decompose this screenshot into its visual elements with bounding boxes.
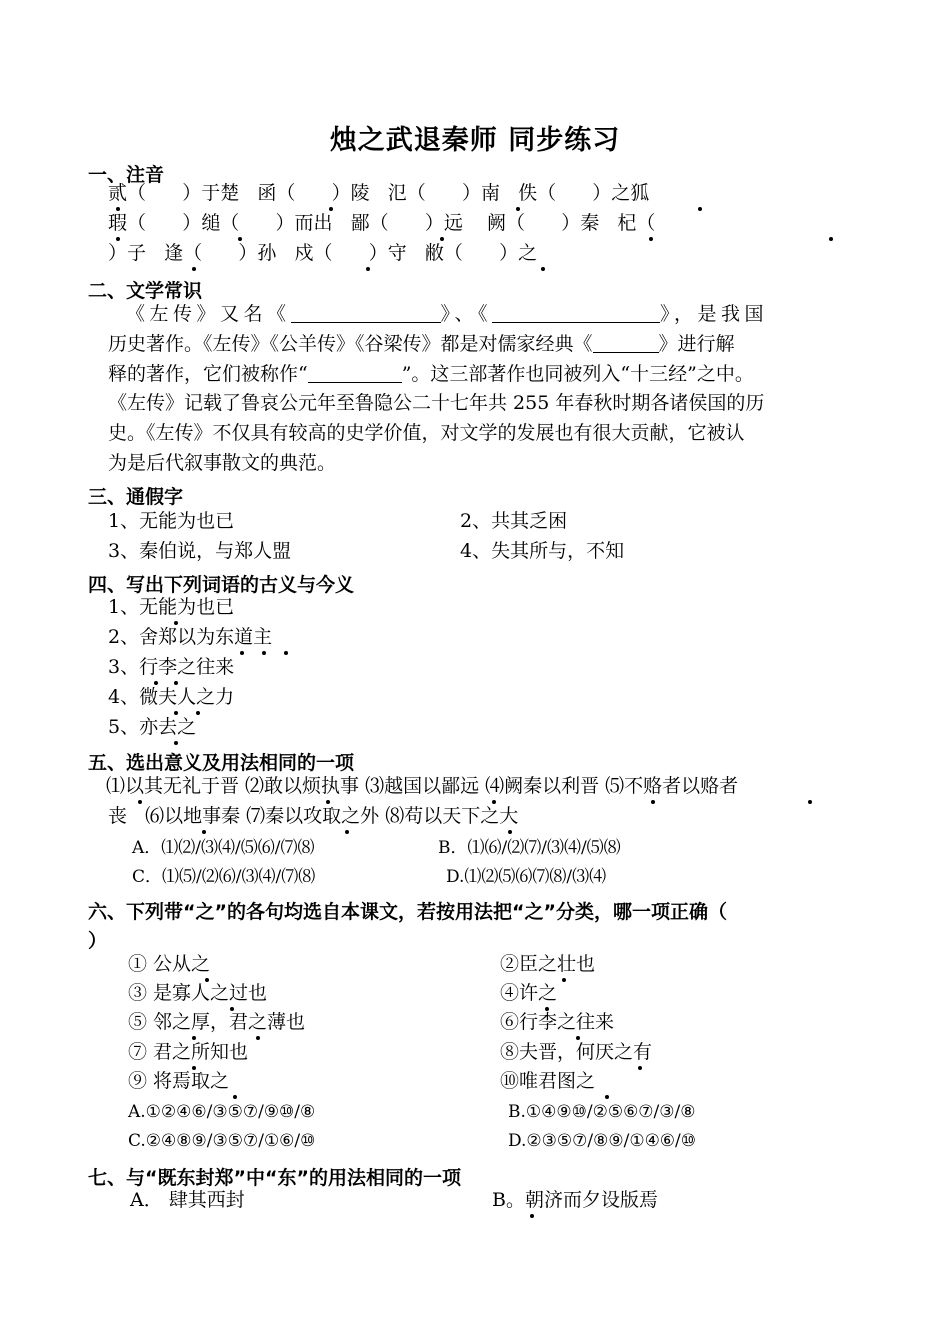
emphasis-dot <box>174 711 178 715</box>
emphasis-dot <box>576 1036 580 1040</box>
emphasis-dot <box>605 1095 609 1099</box>
list-item: 2、舍郑以为东道主 <box>108 626 273 648</box>
pinyin-line-3: ）子 逢（ ）孙 戍（ ）守 敝（ ）之 <box>108 242 538 264</box>
list-item: ⑦ 君之所知也 <box>128 1041 249 1063</box>
option-a[interactable]: A． 肆其西封 <box>130 1189 245 1211</box>
emphasis-dot <box>545 1007 549 1011</box>
list-item: ⑤ 邻之厚，君之薄也 <box>128 1011 306 1033</box>
emphasis-dot <box>192 267 196 271</box>
pinyin-line-2: 瑕（ ）缒（ ）而出 鄙（ ）远 阙（ ）秦 杞（ <box>108 212 656 234</box>
emphasis-dot <box>508 830 512 834</box>
emphasis-dot <box>326 800 330 804</box>
list-item: ⑥行李之往来 <box>500 1011 615 1033</box>
emphasis-dot <box>829 237 833 241</box>
list-item: ⑨ 将焉取之 <box>128 1070 230 1092</box>
emphasis-dot <box>541 267 545 271</box>
option-c[interactable]: C.②④⑧⑨/③⑤⑦/①⑥/⑩ <box>128 1131 316 1151</box>
emphasis-dot <box>116 207 120 211</box>
emphasis-dot <box>174 621 178 625</box>
blank-3[interactable] <box>593 334 659 353</box>
pinyin-line-1: 贰（ ）于楚 函（ ）陵 氾（ ）南 佚（ ）之狐 <box>108 182 650 204</box>
option-b[interactable]: B。朝济而夕设版焉 <box>492 1189 658 1211</box>
list-item: 1、无能为也已 <box>108 596 235 618</box>
option-a[interactable]: A.①②④⑥/③⑤⑦/⑨⑩/⑧ <box>128 1102 316 1122</box>
list-item: 3、秦伯说，与郑人盟 <box>108 540 292 562</box>
emphasis-dot <box>196 711 200 715</box>
literature-line-1: 《左传》又名《 》、《 》，是我国 <box>126 303 769 325</box>
option-b[interactable]: B．⑴⑹/⑵⑺/⑶⑷/⑸⑻ <box>438 838 621 858</box>
section-4-heading: 四、写出下列词语的古义与今义 <box>88 574 355 596</box>
emphasis-dot <box>116 237 120 241</box>
list-item: 5、亦去之 <box>108 716 197 738</box>
list-item: 4、微夫人之力 <box>108 686 235 708</box>
emphasis-dot <box>174 681 178 685</box>
list-item: ③ 是寡人之过也 <box>128 982 268 1004</box>
emphasis-dot <box>205 978 209 982</box>
section-2-heading: 二、文学常识 <box>88 280 203 302</box>
emphasis-dot <box>808 800 812 804</box>
list-item: ④许之 <box>500 982 558 1004</box>
list-item: 2、共其乏困 <box>460 510 568 532</box>
emphasis-dot <box>202 830 206 834</box>
literature-line-6: 为是后代叙事散文的典范。 <box>108 452 337 474</box>
emphasis-dot <box>530 1214 534 1218</box>
emphasis-dot <box>233 1095 237 1099</box>
blank-2[interactable] <box>492 304 660 323</box>
blank-1[interactable] <box>291 304 441 323</box>
literature-line-2: 历史著作。《左传》《公羊传》《谷梁传》都是对儒家经典《 》进行解 <box>108 333 735 355</box>
literature-line-5: 史。《左传》不仅具有较高的史学价值，对文学的发展也有很大贡献，它被认 <box>108 422 745 444</box>
section-6-heading: 六、下列带“之”的各句均选自本课文，若按用法把“之”分类，哪一项正确（ <box>88 901 727 923</box>
list-item: ① 公从之 <box>128 953 211 975</box>
option-d[interactable]: D.②③⑤⑦/⑧⑨/①④⑥/⑩ <box>508 1131 697 1151</box>
emphasis-dot <box>154 681 158 685</box>
emphasis-dot <box>262 651 266 655</box>
sentence-line-1: ⑴以其无礼于晋 ⑵敢以烦执事 ⑶越国以鄙远 ⑷阙秦以利晋 ⑸不赂者以赂者 <box>106 775 739 797</box>
emphasis-dot <box>138 800 142 804</box>
list-item: 4、失其所与，不知 <box>460 540 625 562</box>
emphasis-dot <box>562 978 566 982</box>
emphasis-dot <box>256 1036 260 1040</box>
section-3-heading: 三、通假字 <box>88 486 184 508</box>
emphasis-dot <box>329 207 333 211</box>
list-item: ⑧夫晋，何厌之有 <box>500 1041 653 1063</box>
section-6-heading-cont: ） <box>88 930 108 952</box>
emphasis-dot <box>192 1036 196 1040</box>
emphasis-dot <box>284 651 288 655</box>
emphasis-dot <box>440 237 444 241</box>
emphasis-dot <box>698 207 702 211</box>
literature-line-4: 《左传》记载了鲁哀公元年至鲁隐公二十七年共 255 年春秋时期各诸侯国的历 <box>108 392 765 414</box>
emphasis-dot <box>345 830 349 834</box>
emphasis-dot <box>240 651 244 655</box>
sentence-line-2: 丧 ⑹以地事秦 ⑺秦以攻取之外 ⑻苟以天下之大 <box>108 805 519 827</box>
list-item: 3、行李之往来 <box>108 656 235 678</box>
emphasis-dot <box>174 741 178 745</box>
blank-4[interactable] <box>308 364 402 383</box>
section-7-heading: 七、与“既东封郑”中“东”的用法相同的一项 <box>88 1167 461 1189</box>
section-1-heading: 一、注音 <box>88 164 165 186</box>
option-a[interactable]: A．⑴⑵/⑶⑷/⑸⑹/⑺⑻ <box>132 838 315 858</box>
page-title: 烛之武退秦师 同步练习 <box>329 125 621 156</box>
option-d[interactable]: D.⑴⑵⑸⑹⑺⑻/⑶⑷ <box>446 867 607 887</box>
list-item: ⑩唯君图之 <box>500 1070 596 1092</box>
emphasis-dot <box>192 1066 196 1070</box>
option-b[interactable]: B.①④⑨⑩/②⑤⑥⑦/③/⑧ <box>508 1102 696 1122</box>
emphasis-dot <box>230 1007 234 1011</box>
emphasis-dot <box>638 1066 642 1070</box>
emphasis-dot <box>366 267 370 271</box>
emphasis-dot <box>651 800 655 804</box>
list-item: ②臣之壮也 <box>500 953 596 975</box>
list-item: 1、无能为也已 <box>108 510 235 532</box>
emphasis-dot <box>516 207 520 211</box>
literature-line-3: 释的著作，它们被称作“ ”。这三部著作也同被列入“十三经”之中。 <box>108 363 754 385</box>
emphasis-dot <box>649 237 653 241</box>
emphasis-dot <box>238 237 242 241</box>
option-c[interactable]: C．⑴⑸/⑵⑹/⑶⑷/⑺⑻ <box>132 867 316 887</box>
emphasis-dot <box>492 800 496 804</box>
section-5-heading: 五、选出意义及用法相同的一项 <box>88 752 355 774</box>
